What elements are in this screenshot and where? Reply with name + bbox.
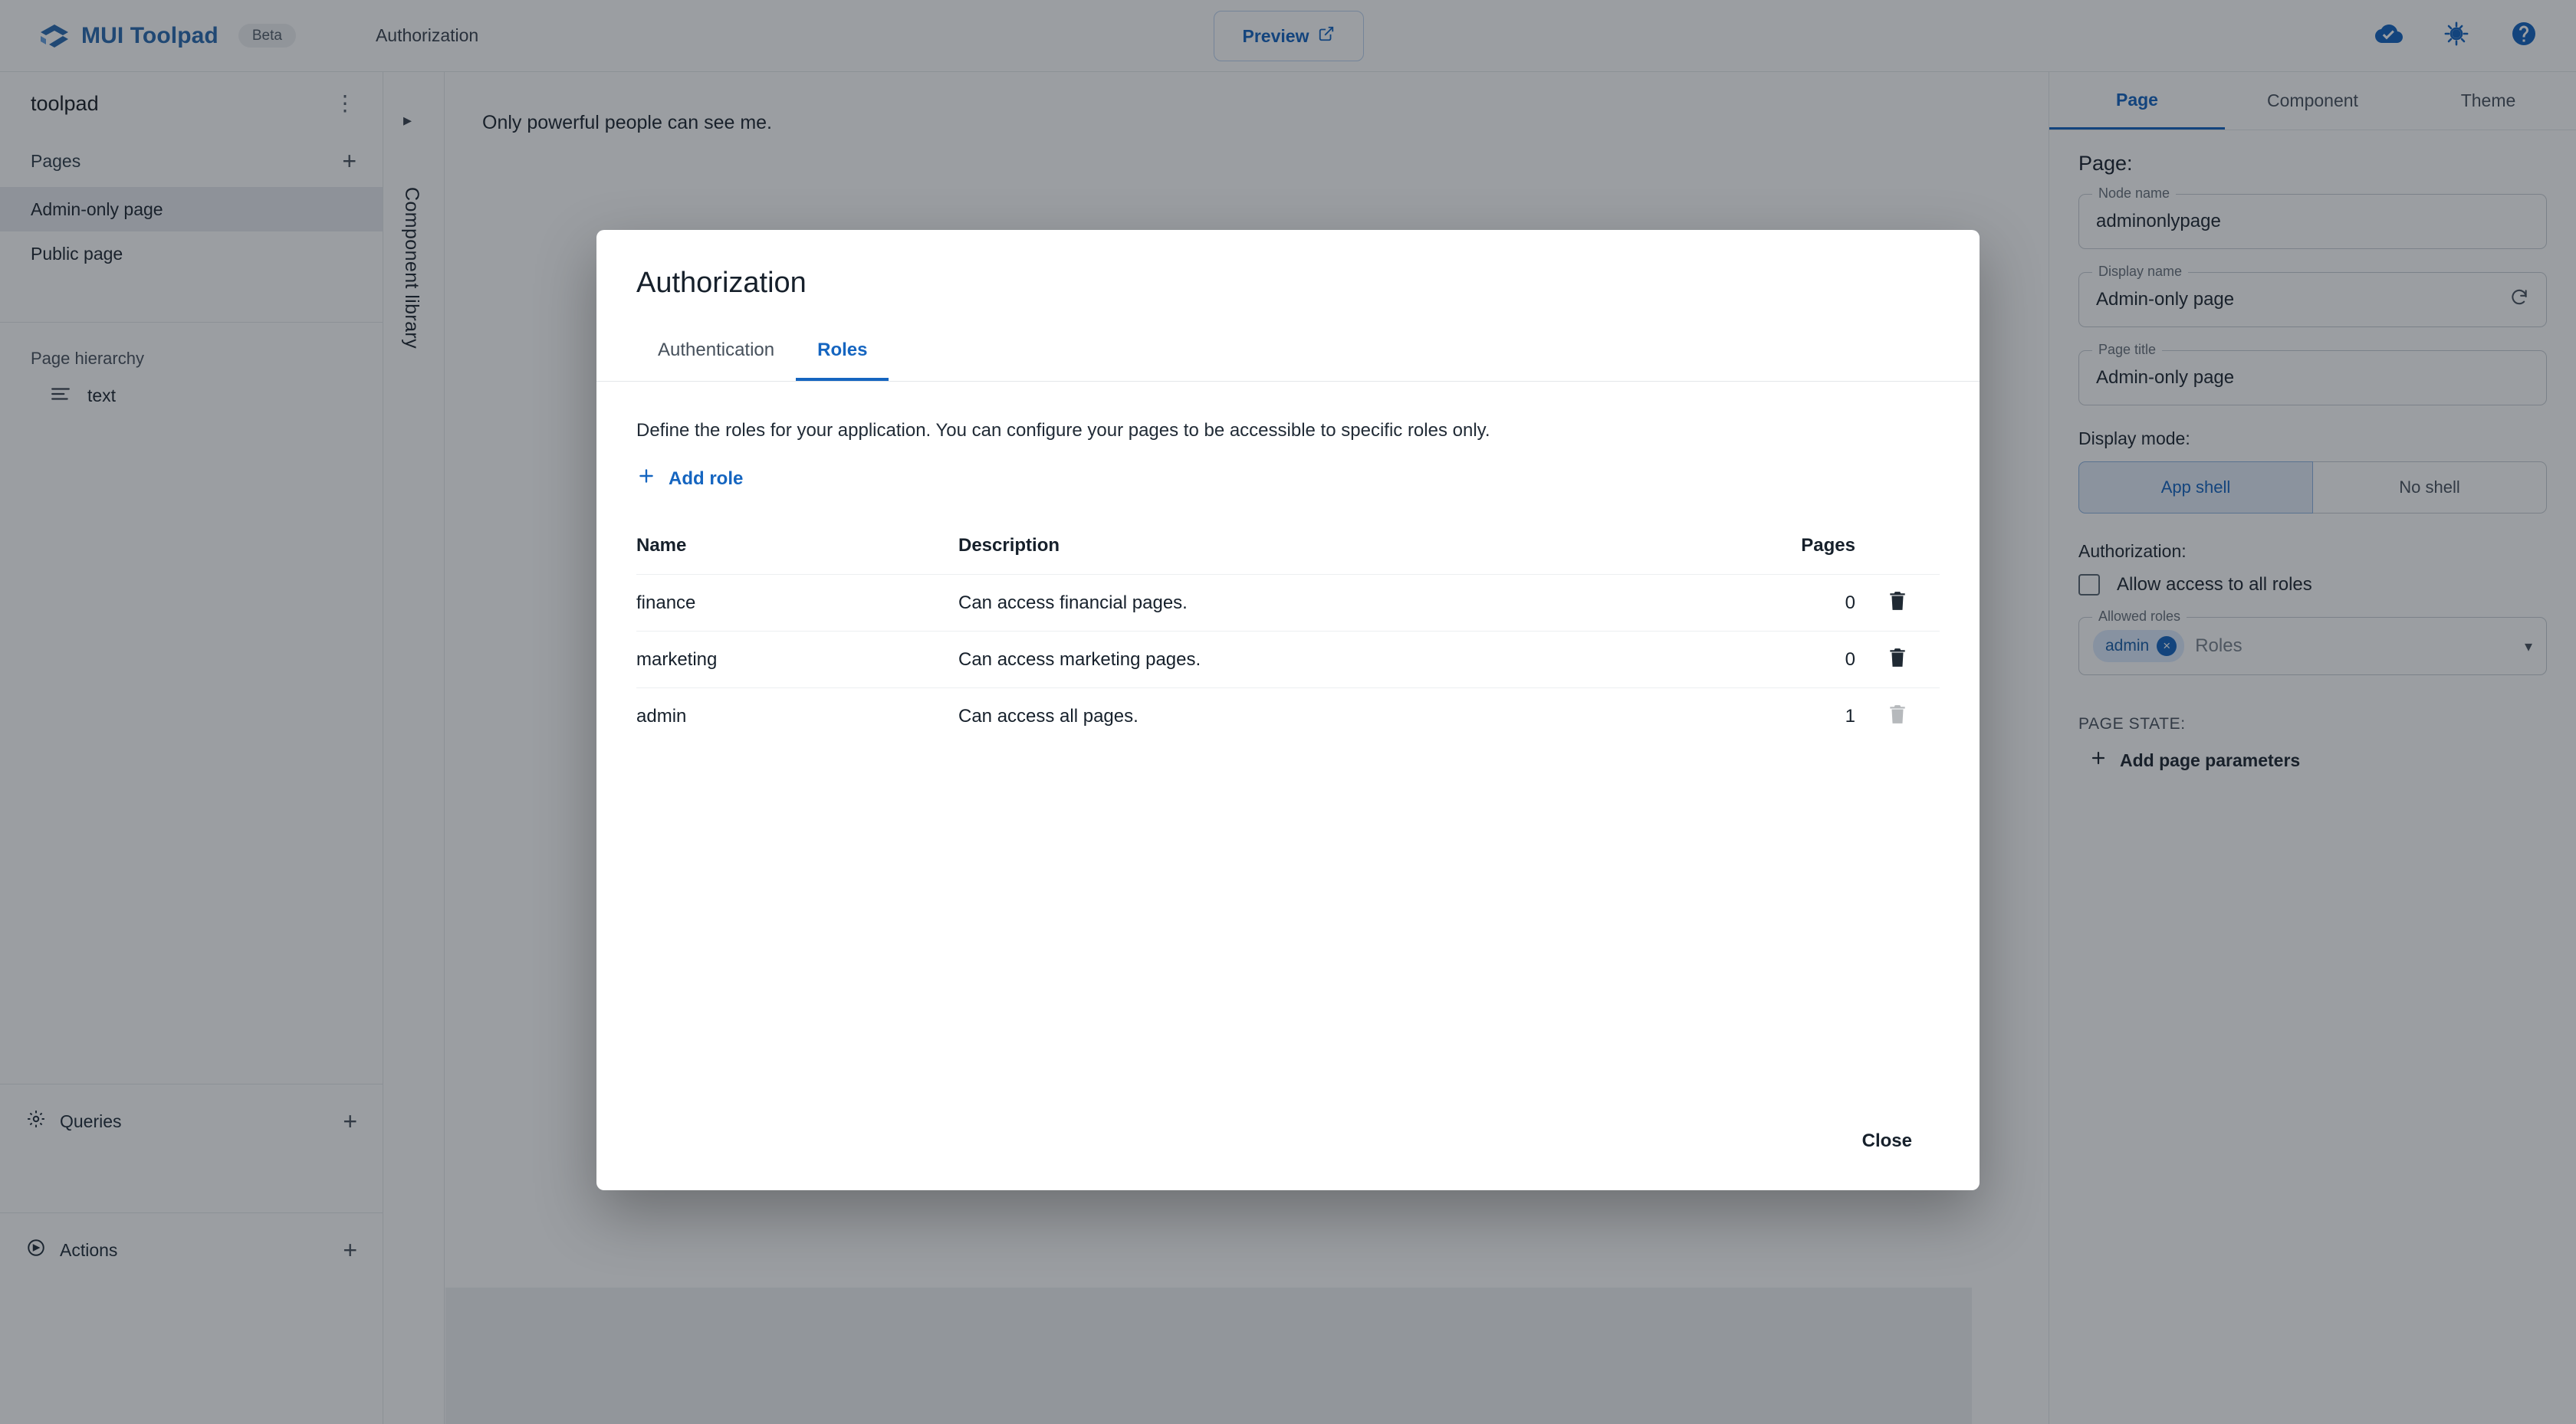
dialog-description: Define the roles for your application. You can configure your pages to be accessible to specific roles only. [636, 420, 1490, 441]
canvas-text-node[interactable]: Only powerful people can see me. [482, 112, 772, 133]
delete-role-icon [1888, 704, 1907, 729]
add-page-parameters-label: Add page parameters [2120, 750, 2301, 770]
role-pages-count: 1 [1845, 705, 1855, 727]
sidebar-item-label: Admin-only page [31, 199, 163, 219]
allow-all-roles-label: Allow access to all roles [2117, 574, 2312, 595]
role-chip-label: admin [2105, 637, 2150, 655]
table-row[interactable] [636, 631, 1940, 687]
node-name-legend: Node name [2092, 185, 2176, 202]
display-mode-label: Display mode: [2078, 428, 2190, 448]
more-options-icon[interactable]: ⋮ [334, 91, 356, 115]
queries-label: Queries [60, 1111, 122, 1131]
delete-role-icon[interactable] [1888, 647, 1907, 672]
sidebar-item-label: Public page [31, 243, 123, 264]
display-name-legend: Display name [2092, 264, 2188, 280]
component-library-label[interactable]: Component library [401, 187, 422, 349]
display-name-value[interactable]: Admin-only page [2096, 289, 2235, 310]
role-description: Can access all pages. [958, 705, 1138, 727]
add-role-button[interactable] [636, 466, 743, 491]
beta-badge: Beta [238, 24, 296, 48]
brand-title: MUI Toolpad [81, 22, 219, 48]
roles-table [636, 517, 1940, 744]
role-description: Can access financial pages. [958, 592, 1188, 613]
plus-icon [636, 466, 656, 491]
project-title: toolpad [31, 91, 99, 115]
role-name: finance [636, 592, 696, 613]
close-button[interactable]: Close [1861, 1130, 1912, 1151]
page-state-label: PAGE STATE: [2078, 715, 2186, 733]
column-header-description: Description [958, 535, 1060, 556]
add-query-icon[interactable]: + [343, 1107, 357, 1135]
preview-button-label: Preview [1242, 25, 1309, 46]
authorization-label: Authorization: [2078, 541, 2187, 561]
page-title-value[interactable]: Admin-only page [2096, 367, 2235, 388]
add-action-icon[interactable]: + [343, 1236, 357, 1264]
table-row[interactable] [636, 687, 1940, 744]
add-page-icon[interactable]: + [342, 147, 356, 175]
column-header-name: Name [636, 535, 687, 556]
authorization-dialog [596, 230, 1980, 1190]
roles-table-header [636, 517, 1940, 574]
table-row[interactable] [636, 574, 1940, 631]
tab-component[interactable]: Component [2267, 90, 2358, 110]
page-hierarchy-label: Page hierarchy [31, 349, 144, 368]
toggle-no-shell[interactable]: No shell [2313, 461, 2547, 513]
tab-page[interactable]: Page [2049, 72, 2225, 130]
chevron-down-icon[interactable]: ▾ [2524, 638, 2532, 655]
remove-role-icon[interactable]: × [2157, 636, 2177, 656]
delete-role-icon[interactable] [1888, 590, 1907, 615]
column-header-pages: Pages [1801, 535, 1855, 556]
role-description: Can access marketing pages. [958, 648, 1201, 670]
dialog-title: Authorization [636, 267, 807, 299]
page-title-legend: Page title [2092, 342, 2162, 358]
toggle-app-shell[interactable]: App shell [2078, 461, 2313, 513]
page-heading: Page: [2078, 152, 2133, 175]
allowed-roles-legend: Allowed roles [2092, 609, 2187, 625]
tab-roles[interactable]: Roles [796, 326, 889, 381]
role-pages-count: 0 [1845, 592, 1855, 613]
actions-label: Actions [60, 1239, 118, 1260]
tab-theme[interactable]: Theme [2460, 90, 2516, 110]
dialog-tabs [596, 326, 1980, 382]
expand-component-library-icon[interactable]: ▸ [403, 110, 412, 130]
add-role-label: Add role [669, 468, 744, 489]
role-name: admin [636, 705, 687, 727]
node-name-value[interactable]: adminonlypage [2096, 211, 2221, 231]
role-name: marketing [636, 648, 718, 670]
pages-label: Pages [31, 150, 81, 171]
role-pages-count: 0 [1845, 648, 1855, 670]
appbar-page-name: Authorization [375, 25, 479, 45]
tab-authentication[interactable]: Authentication [658, 340, 775, 360]
hierarchy-item-label: text [87, 386, 117, 405]
allowed-roles-placeholder[interactable]: Roles [2195, 635, 2242, 656]
